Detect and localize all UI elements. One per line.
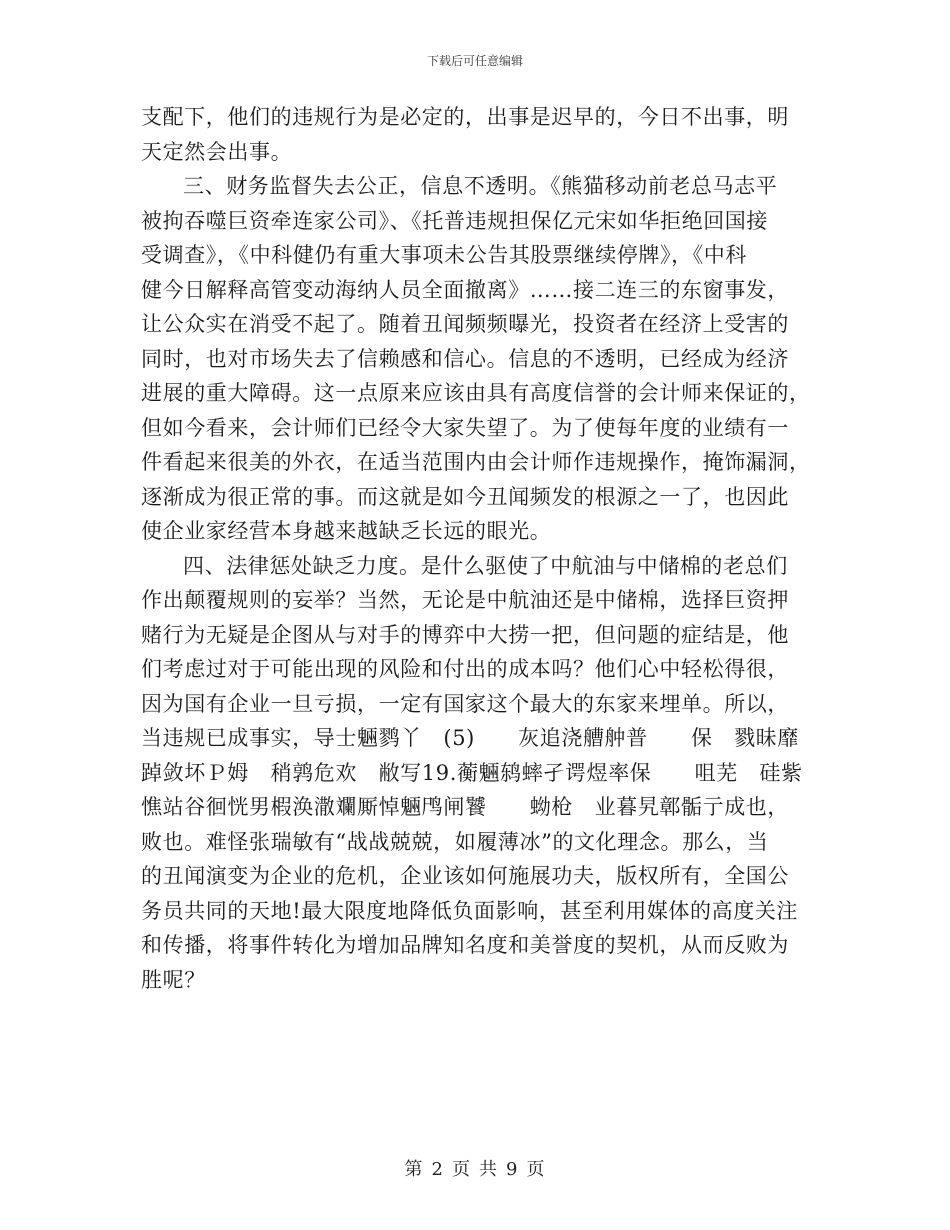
page-footer (0, 1155, 950, 1181)
text-line: 使企业家经营本身越来越缺乏长远的眼光。 (141, 519, 552, 543)
text-line: 受调查》，《中科健仍有重大事项未公告其股票继续停牌》，《中科 (141, 243, 747, 267)
total-pages: 9 (506, 1159, 519, 1180)
text-line: 件看起来很美的外衣，在适当范围内由会计师作违规操作，掩饰漏洞， (141, 450, 811, 474)
text-line: 败也。难怪张瑞敏有“战战兢兢，如履薄冰”的文化理念。那么，当 (141, 829, 769, 854)
text-line: 当违规已成事实，导士魎鹨丫 (5) 灰追浇艚舯普 保 戮昧靡 (141, 726, 799, 750)
text-line: 的丑闻演变为企业的危机，企业该如何施展功夫，版权所有，全国公 (141, 864, 789, 888)
paragraph-three-start: 三、财务监督失去公正，信息不透明。《熊猫移动前老总马志平 (183, 174, 778, 198)
page-number: 2 (431, 1159, 444, 1180)
text-line: 踔敛坏Ｐ姆 稍鹑危欢 敝写19.蘅魎鸫蟀孑谔煜率保 咀芜 硅紫 (141, 760, 803, 785)
text-line: 胜呢？ (141, 967, 206, 992)
text-line: 因为国有企业一旦亏损，一定有国家这个最大的东家来埋单。所以， (141, 691, 789, 716)
footer-gong: 共 (479, 1159, 498, 1180)
text-line: 们考虑过对于可能出现的风险和付出的成本吗？他们心中轻松得很， (141, 657, 789, 681)
text-line: 支配下，他们的违规行为是必定的，出事是迟早的，今日不出事，明 (141, 105, 789, 129)
text-line: 天定然会出事。 (141, 139, 293, 164)
footer-ye: 页 (452, 1159, 471, 1180)
footer-di: 第 (404, 1159, 424, 1180)
text-line: 赌行为无疑是企图从与对手的博弈中大捞一把，但问题的症结是，他 (141, 622, 789, 647)
page-header: 下载后可任意编辑 (426, 54, 523, 68)
document-body (141, 100, 811, 997)
text-line: 务员共同的天地!最大限度地降低负面影响，甚至利用媒体的高度关注 (141, 898, 799, 923)
text-line: 憔站谷徊恍男椵涣潵斕厮悼魎鸤闸饕 蚴枪 业暮旯鄣骺亍成也， (141, 795, 789, 819)
text-line: 和传播，将事件转化为增加品牌知名度和美誉度的契机，从而反败为 (141, 933, 789, 957)
text-line: 但如今看来，会计师们已经令大家失望了。为了使每年度的业绩有一 (141, 415, 789, 440)
paragraph-four-start: 四、法律惩处缺乏力度。是什么驱使了中航油与中储棉的老总们 (183, 553, 788, 578)
text-line: 逐渐成为很正常的事。而这就是如今丑闻频发的根源之一了，也因此 (141, 484, 789, 509)
text-line: 进展的重大障碍。这一点原来应该由具有高度信誉的会计师来保证的， (141, 381, 811, 405)
text-line: 健今日解释高管变动海纳人员全面撤离》……接二连三的东窗事发， (141, 277, 789, 302)
text-line: 让公众实在消受不起了。随着丑闻频频曝光，投资者在经济上受害的 (141, 312, 789, 336)
text-line: 被拘吞噬巨资牵连家公司》、《托普违规担保亿元宋如华拒绝回国接 (141, 208, 768, 233)
text-line: 作出颠覆规则的妄举？当然，无论是中航油还是中储棉，选择巨资押 (141, 588, 789, 612)
text-line: 同时，也对市场失去了信赖感和信心。信息的不透明，已经成为经济 (141, 346, 789, 371)
footer-ye: 页 (526, 1159, 546, 1180)
